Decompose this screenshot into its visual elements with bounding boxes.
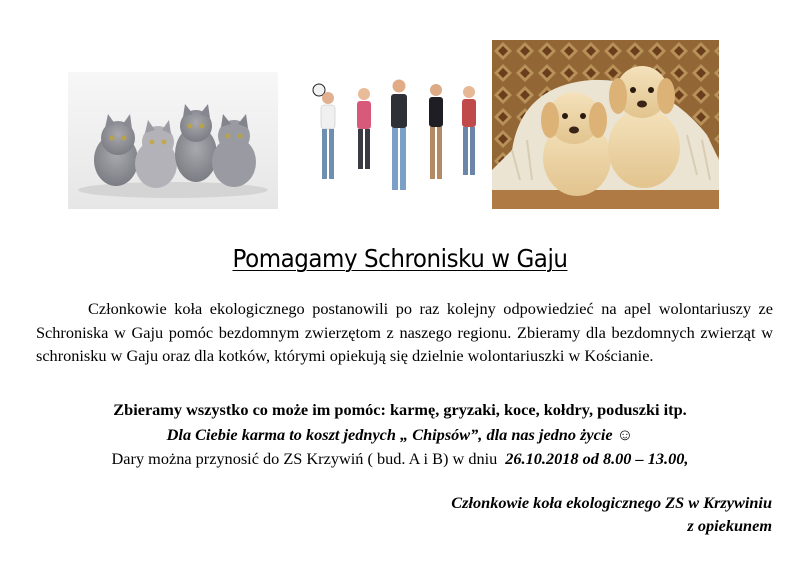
page-title <box>32 244 768 274</box>
signature <box>451 491 772 537</box>
dary-text: Dary można przynosić do ZS Krzywiń ( bud. A i B) w dniu <box>111 449 498 468</box>
chips-line: Dla Ciebie karma to koszt jednych „ Chipsów”, dla nas jedno życie ☺ <box>166 425 634 444</box>
kittens-photo <box>68 72 278 209</box>
dary-date: 26.10.2018 od 8.00 – 13.00, <box>505 449 689 468</box>
title-text: Pomagamy Schronisku w Gaju <box>232 244 568 273</box>
dary-line <box>0 448 800 470</box>
puppies-photo <box>492 40 719 209</box>
signature-line-2: z opiekunem <box>687 516 772 535</box>
body-text <box>36 297 773 368</box>
children-group-photo <box>306 76 486 206</box>
signature-line-1: Członkowie koła ekologicznego ZS w Krzywiniu <box>451 493 772 512</box>
collect-line: Zbieramy wszystko co może im pomóc: karmę, gryzaki, koce, kołdry, poduszki itp. <box>113 400 687 419</box>
intro-paragraph: Członkowie koła ekologicznego postanowili po raz kolejny odpowiedzieć na apel wolontariuszy ze Schroniska w Gaju pomóc bezdomnym zwierzętom z naszego regionu. Zbieramy dla bezdomnych zwierząt w schronisku w Gaju oraz dla kotków, którymi opiekują się dzielnie wolontariuszki w Kościanie. <box>36 299 773 365</box>
